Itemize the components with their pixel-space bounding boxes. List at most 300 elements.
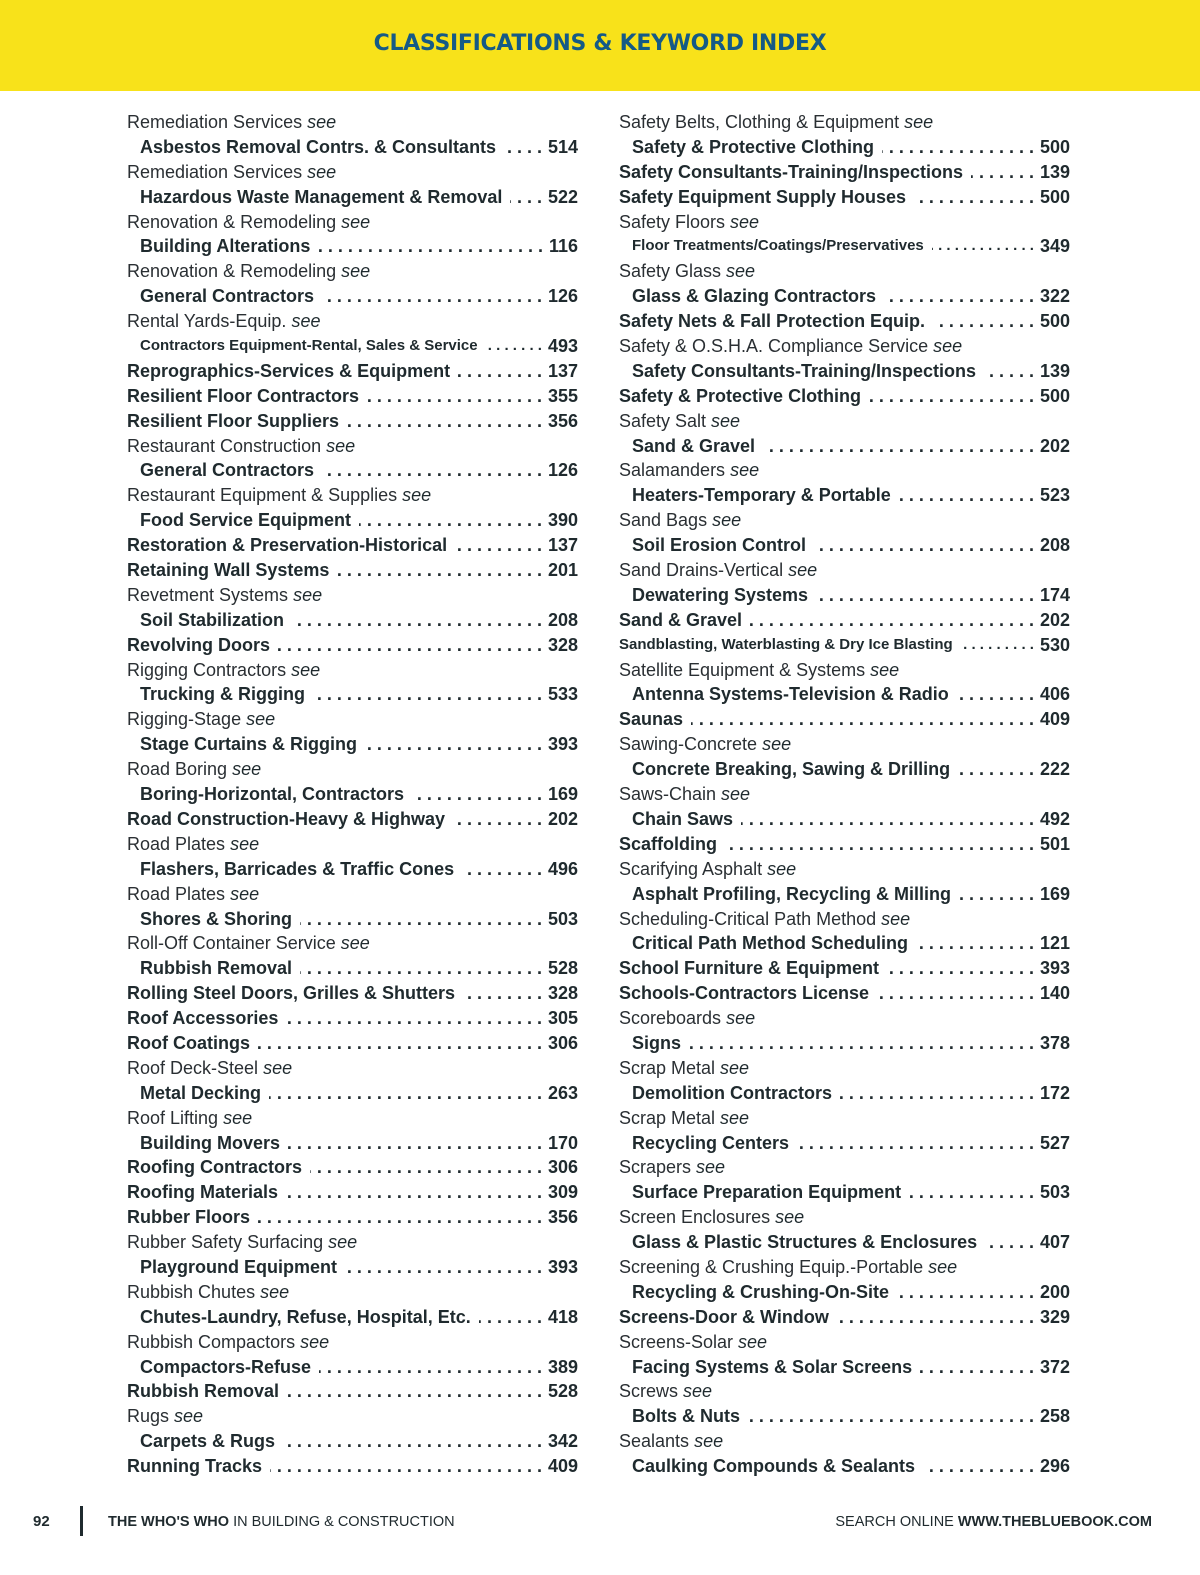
index-cross-reference xyxy=(619,409,1070,434)
index-see-target[interactable] xyxy=(127,732,578,757)
see-reference: see xyxy=(232,759,262,780)
entry-label: Asbestos Removal Contrs. & Consultants xyxy=(140,136,497,157)
dot-leader xyxy=(958,757,1034,782)
dot-leader xyxy=(337,558,542,583)
index-cross-reference xyxy=(619,1155,1070,1180)
index-entry[interactable] xyxy=(619,608,1070,633)
entry-label: Roofing Materials xyxy=(127,1182,279,1203)
see-reference: see xyxy=(230,883,260,904)
index-cross-reference xyxy=(127,160,578,185)
entry-label: Roof Accessories xyxy=(127,1008,279,1029)
page-ref: 496 xyxy=(547,858,578,879)
index-cross-reference xyxy=(619,558,1070,583)
index-entry[interactable] xyxy=(127,1031,578,1056)
index-see-target[interactable] xyxy=(619,434,1070,459)
entry-label: Recycling & Crushing-On-Site xyxy=(632,1281,890,1302)
page-ref: 503 xyxy=(1039,1182,1070,1203)
dot-leader xyxy=(310,1155,542,1180)
entry-label: Road Plates xyxy=(127,883,226,904)
index-see-target[interactable] xyxy=(127,1355,578,1380)
index-cross-reference xyxy=(619,334,1070,359)
dot-leader xyxy=(359,508,542,533)
index-cross-reference xyxy=(127,757,578,782)
see-reference: see xyxy=(263,1057,293,1078)
entry-label: Stage Curtains & Rigging xyxy=(140,734,358,755)
index-see-target[interactable] xyxy=(127,185,578,210)
index-cross-reference xyxy=(619,1106,1070,1131)
page-ref: 409 xyxy=(1039,709,1070,730)
page-ref: 121 xyxy=(1039,933,1070,954)
index-see-target[interactable] xyxy=(127,857,578,882)
page-ref: 169 xyxy=(1039,883,1070,904)
dot-leader xyxy=(816,583,1034,608)
index-cross-reference xyxy=(127,931,578,956)
entry-label: Signs xyxy=(632,1032,682,1053)
entry-label: Renovation & Remodeling xyxy=(127,211,337,232)
entry-label: Playground Equipment xyxy=(140,1256,338,1277)
page-ref: 390 xyxy=(547,510,578,531)
entry-label: Screws xyxy=(619,1381,679,1402)
see-reference: see xyxy=(730,211,760,232)
index-entry[interactable] xyxy=(619,707,1070,732)
entry-label: Safety Consultants-Training/Inspections xyxy=(619,161,964,182)
dot-leader xyxy=(463,981,542,1006)
page-ref: 523 xyxy=(1039,485,1070,506)
dot-leader xyxy=(959,882,1034,907)
dot-leader xyxy=(347,409,542,434)
dot-leader xyxy=(984,359,1034,384)
dot-leader xyxy=(971,160,1034,185)
dot-leader xyxy=(916,931,1034,956)
dot-leader xyxy=(510,185,542,210)
page-ref: 389 xyxy=(547,1356,578,1377)
entry-label: Rigging Contractors xyxy=(127,659,287,680)
dot-leader xyxy=(909,1180,1034,1205)
entry-label: Safety & O.S.H.A. Compliance Service xyxy=(619,336,929,357)
index-cross-reference xyxy=(619,732,1070,757)
dot-leader xyxy=(345,1255,542,1280)
entry-label: Rubbish Removal xyxy=(127,1381,280,1402)
dot-leader xyxy=(287,1379,542,1404)
index-see-target[interactable] xyxy=(127,135,578,160)
index-see-target[interactable] xyxy=(619,234,1070,259)
page-ref: 202 xyxy=(1039,609,1070,630)
entry-label: Critical Path Method Scheduling xyxy=(632,933,909,954)
index-entry[interactable] xyxy=(127,533,578,558)
dot-leader xyxy=(367,384,542,409)
index-see-target[interactable] xyxy=(127,956,578,981)
page-ref: 116 xyxy=(548,236,578,257)
page-ref: 174 xyxy=(1039,584,1070,605)
index-entry[interactable] xyxy=(619,185,1070,210)
index-cross-reference xyxy=(127,1106,578,1131)
see-reference: see xyxy=(712,510,742,531)
index-cross-reference xyxy=(619,1006,1070,1031)
entry-label: Demolition Contractors xyxy=(632,1082,833,1103)
index-cross-reference xyxy=(127,259,578,284)
publication-name xyxy=(108,1514,455,1530)
dot-leader xyxy=(933,309,1034,334)
dot-leader xyxy=(763,434,1034,459)
dot-leader xyxy=(258,1205,542,1230)
publication-name-bold: THE WHO'S WHO xyxy=(108,1514,230,1530)
see-reference: see xyxy=(293,584,323,605)
see-reference: see xyxy=(720,1107,750,1128)
index-see-target[interactable] xyxy=(619,1355,1070,1380)
page-title: CLASSIFICATIONS & KEYWORD INDEX xyxy=(373,31,827,56)
entry-label: Shores & Shoring xyxy=(140,908,293,929)
index-see-target[interactable] xyxy=(619,1454,1070,1479)
see-reference: see xyxy=(230,833,260,854)
index-entry[interactable] xyxy=(619,832,1070,857)
dot-leader xyxy=(365,732,542,757)
entry-label: Glass & Glazing Contractors xyxy=(632,286,877,307)
index-see-target[interactable] xyxy=(619,1230,1070,1255)
entry-label: Scrap Metal xyxy=(619,1107,716,1128)
index-see-target[interactable] xyxy=(127,608,578,633)
see-reference: see xyxy=(174,1406,204,1427)
index-entry[interactable] xyxy=(619,309,1070,334)
page-ref: 501 xyxy=(1039,833,1070,854)
index-see-target[interactable] xyxy=(619,1280,1070,1305)
dot-leader xyxy=(877,981,1034,1006)
entry-label: Sand & Gravel xyxy=(632,435,756,456)
entry-label: Road Construction-Heavy & Highway xyxy=(127,808,446,829)
entry-label: Remediation Services xyxy=(127,112,303,132)
entry-label: Recycling Centers xyxy=(632,1132,790,1153)
entry-label: Safety & Protective Clothing xyxy=(619,385,862,406)
see-reference: see xyxy=(720,1057,750,1078)
index-entry[interactable] xyxy=(127,409,578,434)
index-see-target[interactable] xyxy=(127,284,578,309)
page-ref: 208 xyxy=(1039,535,1070,556)
page-ref: 372 xyxy=(1039,1356,1070,1377)
see-reference: see xyxy=(260,1281,290,1302)
index-cross-reference xyxy=(127,707,578,732)
see-reference: see xyxy=(246,709,276,730)
index-entry[interactable] xyxy=(619,956,1070,981)
entry-label: Safety Glass xyxy=(619,261,722,282)
dot-leader xyxy=(278,633,542,658)
index-entry[interactable] xyxy=(619,160,1070,185)
entry-label: Rubber Floors xyxy=(127,1207,251,1228)
see-reference: see xyxy=(775,1207,805,1228)
index-see-target[interactable] xyxy=(127,1305,578,1330)
page-ref: 169 xyxy=(547,784,578,805)
page-number: 92 xyxy=(33,1513,50,1530)
index-entry[interactable] xyxy=(127,1006,578,1031)
index-see-target[interactable] xyxy=(619,931,1070,956)
entry-label: Compactors-Refuse xyxy=(140,1356,312,1377)
page-ref: 328 xyxy=(547,983,578,1004)
page-ref: 201 xyxy=(547,560,578,581)
entry-label: Building Alterations xyxy=(140,236,311,257)
page-ref: 514 xyxy=(547,136,578,157)
index-cross-reference xyxy=(127,1280,578,1305)
website-link[interactable]: WWW.THEBLUEBOOK.COM xyxy=(957,1514,1152,1530)
index-see-target[interactable] xyxy=(619,1031,1070,1056)
page-ref: 393 xyxy=(547,734,578,755)
entry-label: Soil Erosion Control xyxy=(632,535,806,556)
dot-leader xyxy=(869,384,1034,409)
page-ref: 406 xyxy=(1039,684,1070,705)
page-ref: 322 xyxy=(1039,286,1070,307)
index-see-target[interactable] xyxy=(127,458,578,483)
search-online xyxy=(835,1514,1152,1530)
page-ref: 139 xyxy=(1039,360,1070,381)
see-reference: see xyxy=(738,1331,768,1352)
entry-label: Soil Stabilization xyxy=(140,609,285,630)
entry-label: Screening & Crushing Equip.-Portable xyxy=(619,1256,924,1277)
index-cross-reference xyxy=(619,458,1070,483)
entry-label: General Contractors xyxy=(140,460,315,481)
entry-label: School Furniture & Equipment xyxy=(619,958,879,979)
index-see-target[interactable] xyxy=(619,807,1070,832)
entry-label: Roof Deck-Steel xyxy=(127,1057,259,1078)
dot-leader xyxy=(932,234,1034,259)
index-entry[interactable] xyxy=(127,807,578,832)
see-reference: see xyxy=(730,460,760,481)
page-ref: 306 xyxy=(547,1032,578,1053)
entry-label: Surface Preparation Equipment xyxy=(632,1182,902,1203)
page-ref: 356 xyxy=(547,410,578,431)
index-see-target[interactable] xyxy=(619,1404,1070,1429)
dot-leader xyxy=(269,1081,542,1106)
index-see-target[interactable] xyxy=(619,757,1070,782)
index-see-target[interactable] xyxy=(127,334,578,359)
page-ref: 500 xyxy=(1039,385,1070,406)
dot-leader xyxy=(292,608,542,633)
entry-label: Chain Saws xyxy=(632,808,734,829)
index-cross-reference xyxy=(619,1205,1070,1230)
index-entry[interactable] xyxy=(127,359,578,384)
index-cross-reference xyxy=(619,907,1070,932)
index-see-target[interactable] xyxy=(619,583,1070,608)
page-ref: 356 xyxy=(547,1207,578,1228)
index-entry[interactable] xyxy=(127,981,578,1006)
dot-leader xyxy=(486,334,542,359)
dot-leader xyxy=(691,707,1034,732)
entry-label: Building Movers xyxy=(140,1132,281,1153)
index-cross-reference xyxy=(619,857,1070,882)
dot-leader xyxy=(797,1131,1034,1156)
dot-leader xyxy=(286,1180,542,1205)
index-entry[interactable] xyxy=(127,558,578,583)
see-reference: see xyxy=(904,112,934,132)
page-ref: 208 xyxy=(547,609,578,630)
dot-leader xyxy=(462,857,542,882)
index-cross-reference xyxy=(619,1330,1070,1355)
dot-leader xyxy=(504,135,542,160)
dot-leader xyxy=(840,1081,1034,1106)
index-see-target[interactable] xyxy=(619,359,1070,384)
index-entry[interactable] xyxy=(127,1379,578,1404)
index-entry[interactable] xyxy=(127,633,578,658)
page-ref: 533 xyxy=(547,684,578,705)
page-header xyxy=(0,0,1200,91)
entry-label: Restaurant Construction xyxy=(127,435,322,456)
see-reference: see xyxy=(341,211,371,232)
entry-label: Rugs xyxy=(127,1406,170,1427)
page-ref: 200 xyxy=(1039,1281,1070,1302)
dot-leader xyxy=(899,483,1034,508)
dot-leader xyxy=(750,608,1034,633)
entry-label: Renovation & Remodeling xyxy=(127,261,337,282)
index-cross-reference xyxy=(127,110,578,135)
entry-label: Rental Yards-Equip. xyxy=(127,311,287,332)
index-see-target[interactable] xyxy=(127,782,578,807)
entry-label: Reprographics-Services & Equipment xyxy=(127,360,451,381)
entry-label: Safety & Protective Clothing xyxy=(632,136,875,157)
index-see-target[interactable] xyxy=(127,234,578,259)
index-see-target[interactable] xyxy=(127,682,578,707)
entry-label: Food Service Equipment xyxy=(140,510,352,531)
page-ref: 528 xyxy=(547,958,578,979)
entry-label: Resilient Floor Contractors xyxy=(127,385,360,406)
entry-label: Antenna Systems-Television & Radio xyxy=(632,684,949,705)
index-see-target[interactable] xyxy=(619,1131,1070,1156)
entry-label: Roofing Contractors xyxy=(127,1157,302,1178)
index-cross-reference xyxy=(127,583,578,608)
entry-label: Scheduling-Critical Path Method xyxy=(619,908,877,929)
see-reference: see xyxy=(340,933,370,954)
index-see-target[interactable] xyxy=(127,1429,578,1454)
page-ref: 296 xyxy=(1039,1456,1070,1477)
index-see-target[interactable] xyxy=(127,1131,578,1156)
page-ref: 342 xyxy=(547,1431,578,1452)
index-see-target[interactable] xyxy=(619,1180,1070,1205)
index-entry[interactable] xyxy=(127,1180,578,1205)
dot-leader xyxy=(283,1429,542,1454)
see-reference: see xyxy=(726,261,756,282)
index-entry[interactable] xyxy=(619,1305,1070,1330)
index-see-target[interactable] xyxy=(619,882,1070,907)
dot-leader xyxy=(897,1280,1034,1305)
dot-leader xyxy=(322,458,542,483)
see-reference: see xyxy=(928,1256,958,1277)
entry-label: Saws-Chain xyxy=(619,784,717,805)
index-cross-reference xyxy=(619,210,1070,235)
page-ref: 528 xyxy=(547,1381,578,1402)
page-ref: 172 xyxy=(1039,1082,1070,1103)
page-ref: 349 xyxy=(1039,236,1070,257)
dot-leader xyxy=(725,832,1034,857)
entry-label: Glass & Plastic Structures & Enclosures xyxy=(632,1232,978,1253)
index-entry[interactable] xyxy=(619,384,1070,409)
entry-label: Screen Enclosures xyxy=(619,1207,771,1228)
entry-label: Rigging-Stage xyxy=(127,709,242,730)
entry-label: Revetment Systems xyxy=(127,584,289,605)
entry-label: Metal Decking xyxy=(140,1082,262,1103)
index-cross-reference xyxy=(127,1330,578,1355)
index-cross-reference xyxy=(127,309,578,334)
see-reference: see xyxy=(762,734,792,755)
index-column-right xyxy=(619,110,1070,1479)
page-ref: 139 xyxy=(1039,161,1070,182)
index-see-target[interactable] xyxy=(127,907,578,932)
dot-leader xyxy=(455,533,542,558)
index-entry[interactable] xyxy=(127,384,578,409)
page-ref: 378 xyxy=(1039,1032,1070,1053)
index-see-target[interactable] xyxy=(127,508,578,533)
page-ref: 202 xyxy=(1039,435,1070,456)
index-see-target[interactable] xyxy=(127,1255,578,1280)
entry-label: Screens-Solar xyxy=(619,1331,734,1352)
index-cross-reference xyxy=(619,658,1070,683)
page-ref: 309 xyxy=(547,1182,578,1203)
index-entry[interactable] xyxy=(619,633,1070,658)
entry-label: Asphalt Profiling, Recycling & Milling xyxy=(632,883,952,904)
page-ref: 137 xyxy=(547,360,578,381)
index-cross-reference xyxy=(127,832,578,857)
entry-label: Chutes-Laundry, Refuse, Hospital, Etc. xyxy=(140,1306,471,1327)
dot-leader xyxy=(887,956,1034,981)
see-reference: see xyxy=(711,410,741,431)
see-reference: see xyxy=(291,659,321,680)
entry-label: Sand & Gravel xyxy=(619,609,743,630)
index-see-target[interactable] xyxy=(619,284,1070,309)
index-see-target[interactable] xyxy=(619,1081,1070,1106)
entry-label: Bolts & Nuts xyxy=(632,1406,740,1427)
page-ref: 500 xyxy=(1039,311,1070,332)
index-see-target[interactable] xyxy=(619,135,1070,160)
index-entry[interactable] xyxy=(127,1454,578,1479)
page-ref: 329 xyxy=(1039,1306,1070,1327)
entry-label: Saunas xyxy=(619,709,684,730)
index-cross-reference xyxy=(127,882,578,907)
page-ref: 258 xyxy=(1039,1406,1070,1427)
dot-leader xyxy=(286,1006,542,1031)
dot-leader xyxy=(453,807,542,832)
page-ref: 492 xyxy=(1039,808,1070,829)
index-see-target[interactable] xyxy=(619,682,1070,707)
entry-label: Restaurant Equipment & Supplies xyxy=(127,485,398,506)
index-cross-reference xyxy=(619,1056,1070,1081)
see-reference: see xyxy=(341,261,371,282)
entry-label: Restoration & Preservation-Historical xyxy=(127,535,448,556)
entry-label: Carpets & Rugs xyxy=(140,1431,276,1452)
dot-leader xyxy=(837,1305,1034,1330)
search-label: SEARCH ONLINE xyxy=(835,1514,958,1530)
page-ref: 500 xyxy=(1039,186,1070,207)
index-entry[interactable] xyxy=(619,981,1070,1006)
entry-label: Road Plates xyxy=(127,833,226,854)
entry-label: Retaining Wall Systems xyxy=(127,560,330,581)
index-entry[interactable] xyxy=(127,1205,578,1230)
page-ref: 202 xyxy=(547,808,578,829)
page-ref: 527 xyxy=(1039,1132,1070,1153)
entry-label: Scrapers xyxy=(619,1157,692,1178)
index-see-target[interactable] xyxy=(619,533,1070,558)
dot-leader xyxy=(884,284,1034,309)
entry-label: Scoreboards xyxy=(619,1008,722,1029)
index-entry[interactable] xyxy=(127,1155,578,1180)
publication-name-rest: IN BUILDING & CONSTRUCTION xyxy=(229,1514,455,1530)
index-see-target[interactable] xyxy=(619,483,1070,508)
see-reference: see xyxy=(767,858,797,879)
page-ref: 503 xyxy=(547,908,578,929)
dot-leader xyxy=(923,1454,1034,1479)
index-cross-reference xyxy=(619,110,1070,135)
entry-label: Flashers, Barricades & Traffic Cones xyxy=(140,858,455,879)
entry-label: Hazardous Waste Management & Removal xyxy=(140,186,503,207)
index-see-target[interactable] xyxy=(127,1081,578,1106)
page-ref: 522 xyxy=(547,186,578,207)
dot-leader xyxy=(322,284,542,309)
entry-label: Sandblasting, Waterblasting & Dry Ice Blasting xyxy=(619,635,953,653)
page-ref: 355 xyxy=(547,385,578,406)
entry-label: Scarifying Asphalt xyxy=(619,858,763,879)
